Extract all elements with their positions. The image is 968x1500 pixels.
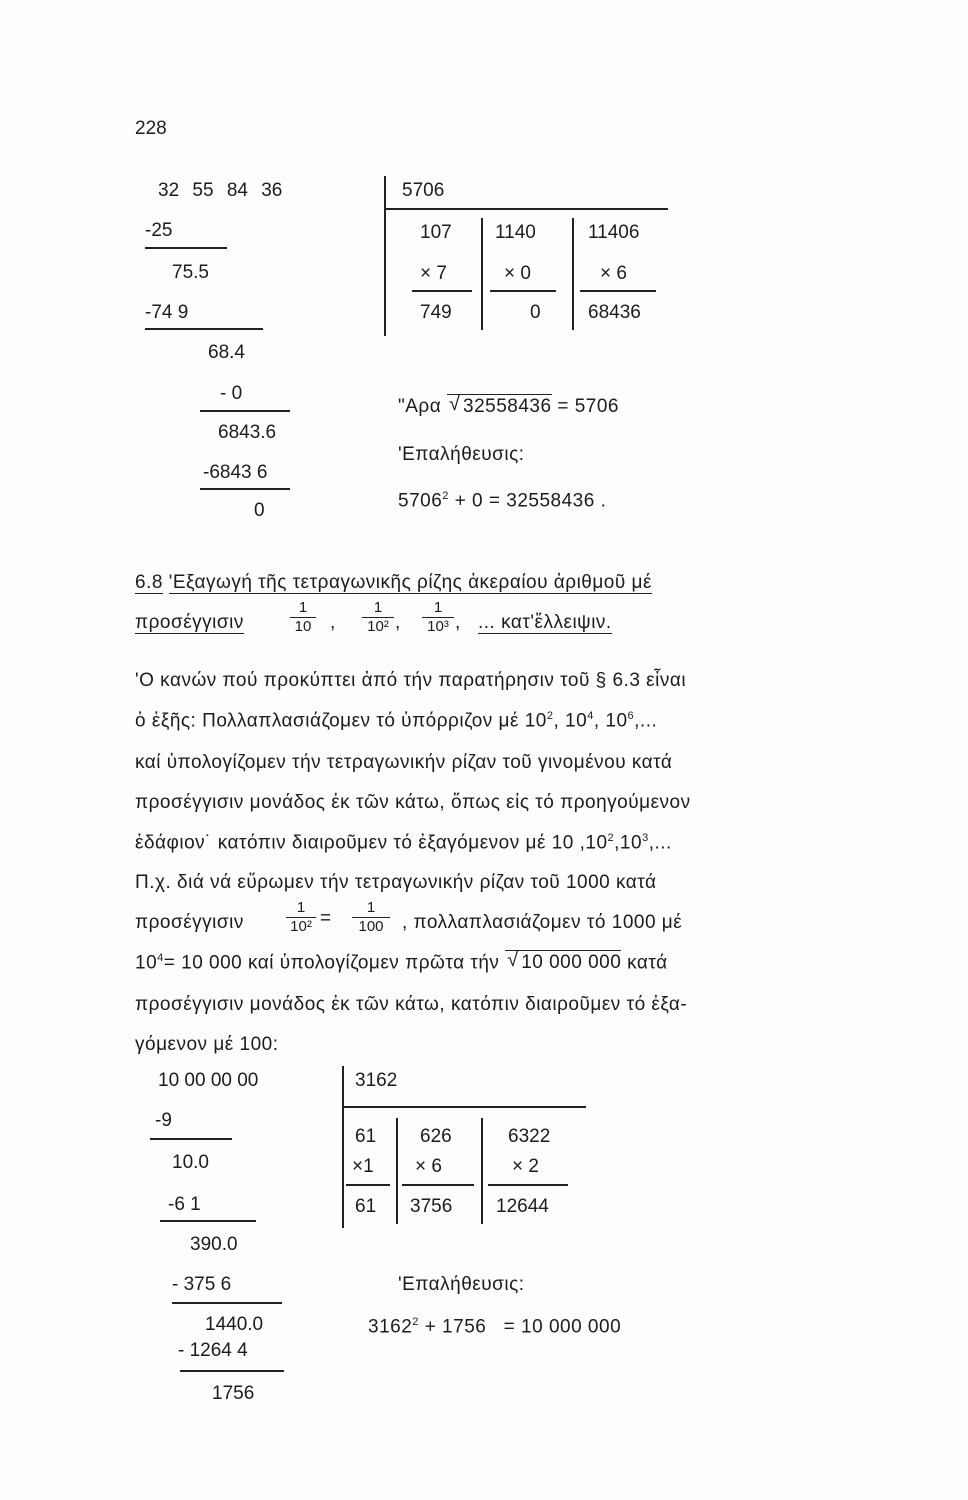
para-line1: 'Ο κανών πού προκύπτει ἀπό τήν παρατήρησιν τοῦ § 6.3 εἶναι	[135, 670, 687, 691]
frac2-num: 1	[373, 599, 383, 616]
section-line2-word-wrap	[135, 612, 244, 634]
calc1-rem2: 68.4	[208, 342, 245, 363]
calc2-divider	[342, 1066, 344, 1228]
calc2-sub1: -9	[155, 1110, 172, 1131]
calc1-verify-base: 5706	[398, 490, 443, 512]
calc2-rule4	[180, 1370, 284, 1372]
calc2-box1-mul: ×1	[352, 1156, 374, 1177]
calc2-radicand: 10 00 00 00	[158, 1070, 259, 1091]
calc1-rule2	[145, 328, 263, 330]
calc2-box2-top: 626	[420, 1126, 452, 1147]
calc1-box2-mul: × 0	[504, 263, 531, 284]
para-line8-radical	[505, 950, 621, 973]
para-line2-exp3: 6	[627, 710, 635, 722]
para-line2-a: ὁ ἑξῆς: Πολλαπλασιάζομεν τό ὑπόρριζον μέ 10	[135, 710, 547, 732]
para-line7-word: προσέγγισιν	[135, 912, 244, 933]
section-number: 6.8	[135, 572, 163, 593]
calc1-box1-res: 749	[420, 302, 452, 323]
para-line2-c: , 10	[593, 710, 628, 732]
para-line5-c: ,...	[648, 832, 672, 854]
calc1-root-rule	[384, 208, 668, 210]
calc1-box-divider1	[481, 218, 483, 330]
calc2-sub4: - 1264 4	[178, 1340, 248, 1361]
para-line8-radicand: 10 000 000	[521, 952, 622, 974]
calc2-box1-rule	[346, 1184, 390, 1186]
fraction-one-thousandth	[422, 600, 454, 635]
para-line2-exp2: 4	[587, 710, 594, 722]
calc1-sub4: -6843 6	[203, 462, 268, 483]
section-title: 'Εξαγωγή τῆς τετραγωνικῆς ρίζης ἀκεραίου ἀριθμοῦ μέ	[168, 572, 652, 593]
calc2-rule2	[160, 1220, 256, 1222]
calc1-box3-res: 68436	[588, 302, 641, 323]
fraction-one-tenth	[290, 600, 316, 635]
calc1-radicand: 32 55 84 36	[158, 180, 283, 201]
para-line8	[135, 949, 668, 974]
calc2-sub2: -6 1	[168, 1194, 201, 1215]
para-frac2-num: 1	[366, 899, 376, 916]
para-line8-a: 10	[135, 952, 158, 974]
para-line5	[135, 832, 672, 854]
calc1-sub2: -74 9	[145, 302, 189, 323]
para-line7-eq: =	[320, 908, 332, 929]
section-line2-word: προσέγγισιν	[135, 612, 244, 633]
calc2-sub3: - 375 6	[172, 1274, 232, 1295]
section-line2-tail-wrap	[478, 612, 612, 634]
calc1-result-prefix: "Αρα	[398, 396, 442, 417]
calc2-root-rule	[342, 1106, 586, 1108]
calc1-rem3: 6843.6	[218, 422, 277, 443]
para-frac1-den: 10²	[290, 918, 312, 936]
calc1-result-radical	[447, 394, 552, 417]
calc2-box3-top: 6322	[508, 1126, 551, 1147]
para-line5-a: ἐδάφιον˙ κατόπιν διαιροῦμεν τό ἐξαγόμενον μέ 10 ,10	[135, 832, 608, 854]
calc2-verify-equation	[368, 1316, 621, 1338]
calc2-root: 3162	[355, 1070, 398, 1091]
para-fraction-1	[286, 900, 316, 935]
section-sep2: ,	[395, 612, 401, 633]
calc2-box3-res: 12644	[496, 1196, 549, 1217]
para-line6: Π.χ. διά νά εὕρωμεν τήν τετραγωνικήν ρίζαν τοῦ 1000 κατά	[135, 872, 657, 893]
calc2-box1-top: 61	[355, 1126, 377, 1147]
section-sep3: ,	[455, 612, 461, 633]
para-line8-exp: 4	[157, 952, 164, 964]
frac2-den: 10²	[367, 618, 389, 636]
calc1-sub1: -25	[145, 220, 173, 241]
calc2-verify-exponent: 2	[412, 1316, 419, 1328]
calc2-box3-rule	[488, 1184, 568, 1186]
calc1-box2-res: 0	[530, 302, 541, 323]
calc2-rem1: 10.0	[172, 1152, 209, 1173]
calc2-rule3	[172, 1302, 282, 1304]
calc1-remainder: 0	[254, 500, 265, 521]
calc1-rule3	[200, 410, 290, 412]
para-line2	[135, 710, 657, 732]
calc2-box2-mul: × 6	[415, 1156, 442, 1177]
fraction-one-hundredth	[362, 600, 394, 635]
section-heading-line1	[135, 572, 652, 594]
calc2-rule1	[150, 1138, 232, 1140]
calc2-verify-label: 'Επαλήθευσις:	[398, 1274, 525, 1295]
calc1-rem1: 75.5	[172, 262, 209, 283]
para-line4: προσέγγισιν μονάδος ἐκ τῶν κάτω, ὅπως εἰς τό προηγούμενον	[135, 792, 691, 813]
para-frac2-den: 100	[358, 918, 384, 936]
radical-sign-icon: √	[449, 393, 461, 415]
frac1-num: 1	[298, 599, 308, 616]
calc2-box-divider2	[481, 1118, 483, 1224]
para-line2-b: , 10	[553, 710, 588, 732]
calc1-verify-exponent: 2	[442, 490, 449, 502]
frac3-num: 1	[433, 599, 443, 616]
calc1-rule4	[200, 488, 290, 490]
para-line2-d: ,...	[634, 710, 658, 732]
para-line10: γόμενον μέ 100:	[135, 1034, 279, 1055]
calc2-box2-res: 3756	[410, 1196, 453, 1217]
para-line5-exp1: 2	[607, 832, 615, 844]
calc2-rem2: 390.0	[190, 1234, 238, 1255]
calc1-box1-rule	[412, 290, 472, 292]
calc1-box2-rule	[490, 290, 556, 292]
frac3-den: 10³	[427, 618, 449, 636]
calc1-verify-equation	[398, 490, 606, 512]
para-frac1-num: 1	[296, 899, 306, 916]
page-number: 228	[135, 118, 167, 139]
para-line8-b: = 10 000 καί ὑπολογίζομεν πρῶτα τήν	[163, 952, 500, 974]
calc1-box1-top: 107	[420, 222, 452, 243]
para-line5-b: ,10	[614, 832, 643, 854]
calc1-divider	[384, 176, 386, 336]
calc2-box1-res: 61	[355, 1196, 377, 1217]
para-line2-exp1: 2	[546, 710, 554, 722]
calc2-box3-mul: × 2	[512, 1156, 539, 1177]
calc1-result-radicand: 32558436	[463, 396, 552, 417]
radical-sign-icon: √	[507, 949, 519, 972]
calc2-verify-base: 3162	[368, 1316, 413, 1338]
calc1-result-value: = 5706	[557, 396, 619, 417]
calc1-rule1	[145, 247, 227, 249]
calc1-box3-mul: × 6	[600, 263, 627, 284]
calc1-sub3: - 0	[220, 383, 243, 404]
calc1-verify-label: 'Επαλήθευσις:	[398, 444, 525, 465]
calc2-box2-rule	[402, 1184, 474, 1186]
calc1-box3-rule	[580, 290, 656, 292]
calc1-root: 5706	[402, 180, 445, 201]
para-line3: καί ὑπολογίζομεν τήν τετραγωνικήν ρίζαν τοῦ γινομένου κατά	[135, 752, 673, 773]
para-fraction-2	[352, 900, 390, 935]
para-line7-tail: , πολλαπλασιάζομεν τό 1000 μέ	[402, 912, 683, 933]
calc2-rem3: 1440.0	[205, 1314, 264, 1335]
calc1-box-divider2	[572, 218, 574, 330]
calc2-verify-rest: + 1756 = 10 000 000	[424, 1316, 622, 1338]
calc1-box2-top: 1140	[495, 222, 536, 243]
section-sep1: ,	[330, 612, 336, 633]
para-line8-c: κατά	[627, 952, 668, 974]
para-line9: προσέγγισιν μονάδος ἐκ τῶν κάτω, κατόπιν διαιροῦμεν τό ἐξα-	[135, 994, 688, 1015]
calc2-box-divider1	[396, 1118, 398, 1224]
calc1-verify-rest: + 0 = 32558436 .	[454, 490, 607, 512]
section-line2-tail: ... κατ'ἔλλειψιν.	[478, 612, 612, 633]
frac1-den: 10	[294, 618, 312, 636]
calc2-remainder: 1756	[212, 1383, 255, 1404]
calc1-result	[398, 393, 619, 418]
calc1-box1-mul: × 7	[420, 263, 447, 284]
para-line5-exp2: 3	[642, 832, 649, 844]
calc1-box3-top: 11406	[588, 222, 640, 243]
